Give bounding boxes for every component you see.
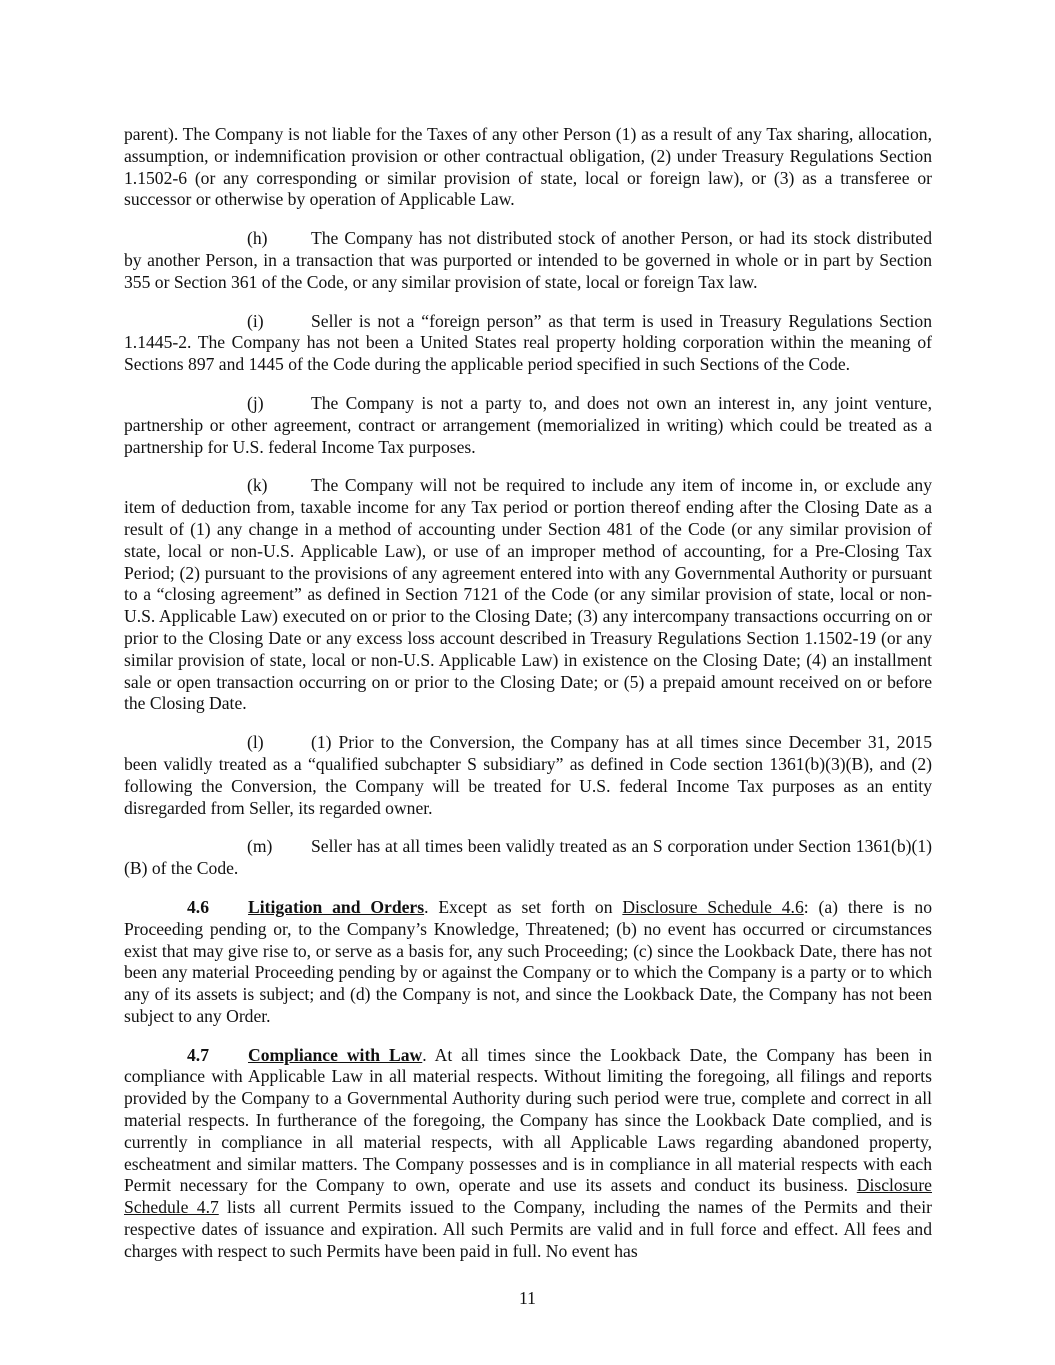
section-4-7 — [124, 1045, 932, 1263]
subsection-text: Seller is not a “foreign person” as that term is used in Treasury Regulations Section 1.1445-2. The Company has not been a United States real property holding corporation within the meaning of Sections 897 and 1445 of the Code during the applicable period specified in such Sections of the Code. — [124, 310, 932, 375]
subsection-m — [124, 836, 932, 880]
subsection-h — [124, 228, 932, 293]
subsection-text: The Company has not distributed stock of another Person, or had its stock distributed by another Person, in a transaction that was purported or intended to be governed in whole or in part by Section 355 or Section 361 of the Code, or any similar provision of state, local or foreign Tax law. — [124, 228, 932, 292]
subsection-text: The Company will not be required to include any item of income in, or exclude any item of deduction from, taxable income for any Tax period or portion thereof ending after the Closing Date as a result of (1) any change in a method of accounting under Section 481 of the Code (or any similar provision of state, local or non-U.S. Applicable Law), or use of an improper method of accounting, for a Pre-Closing Tax Period; (2) pursuant to the provisions of any agreement entered into with any Governmental Authority or pursuant to a “closing agreement” as defined in Section 7121 of the Code (or any similar provision of state, local or non-U.S. Applicable Law) executed on or prior to the Closing Date; (3) any intercompany transactions occurring on or prior to the Closing Date or any excess loss account described in Treasury Regulations Section 1.1502-19 (or any similar provision of state, local or non-U.S. Applicable Law) in existence on the Closing Date; (4) an installment sale or open transaction occurring on or prior to the Closing Date; or (5) a prepaid amount received on or before the Closing Date. — [124, 475, 932, 714]
subsection-number: (m) — [247, 836, 273, 857]
subsection-number: (l) — [247, 732, 264, 753]
subsection-number: (k) — [247, 475, 268, 496]
subsection-i — [124, 311, 932, 376]
subsection-text: The Company is not a party to, and does not own an interest in, any joint venture, partnership or other agreement, contract or arrangement (memorialized in writing) which could be treated as a partnership for U.S. federal Income Tax purposes. — [124, 392, 932, 457]
subsection-k — [124, 475, 932, 715]
document-page — [124, 124, 932, 1280]
disclosure-schedule-reference: Disclosure Schedule 4.6 — [622, 896, 804, 917]
section-number: 4.7 — [187, 1044, 209, 1065]
section-text: lists all current Permits issued to the Company, including the names of the Permits and their respective dates of issuance and expiration. All such Permits are valid and in full force and effect. All fees and charges with respect to such Permits have been paid in full. No event has — [124, 1197, 932, 1261]
page-number: 11 — [519, 1288, 536, 1308]
section-heading: Compliance with Law — [248, 1044, 423, 1065]
subsection-text: (1) Prior to the Conversion, the Company has at all times since December 31, 2015 been validly treated as a “qualified subchapter S subsidiary” as defined in Code section 1361(b)(3)(B), and (2) following the Conversion, the Company will be treated for U.S. federal Income Tax purposes as an entity disregarded from Seller, its regarded owner. — [124, 732, 932, 818]
section-text: . Except as set forth on — [424, 896, 623, 917]
subsection-number: (h) — [247, 228, 268, 249]
disclosure-schedule-reference: Disclosure Schedule 4.7 — [124, 1175, 932, 1218]
section-text: . At all times since the Lookback Date, the Company has been in compliance with Applicable Law in all material respects. Without limiting the foregoing, all filings and reports provided by the Company to a Governmental Authority during such period were true, complete and correct in all material respects. In furtherance of the foregoing, the Company has since the Lookback Date complied, and is currently in compliance in all material respects, with all Applicable Laws regarding abandoned property, escheatment and similar matters. The Company possesses and is in compliance in all material respects with each Permit necessary for the Company to own, operate and use its assets and conduct its business. — [124, 1044, 932, 1196]
continuation-paragraph: parent). The Company is not liable for the Taxes of any other Person (1) as a result of any Tax sharing, allocation, assumption, or indemnification provision or other contractual obligation, (2) under Treasury Regulations Section 1.1502-6 (or any corresponding or similar provision of state, local or foreign law), or (3) as a transferee or successor or otherwise by operation of Applicable Law. — [124, 124, 932, 210]
section-number: 4.6 — [187, 896, 209, 917]
subsection-l — [124, 732, 932, 819]
section-4-6 — [124, 897, 932, 1028]
subsection-number: (i) — [247, 310, 264, 331]
subsection-text: Seller has at all times been validly treated as an S corporation under Section 1361(b)(1)(B) of the Code. — [124, 836, 932, 879]
section-text: : (a) there is no Proceeding pending or, to the Company’s Knowledge, Threatened; (b) no event has occurred or circumstances exist that may give rise to, or serve as a basis for, any such Proceeding; (c) since the Lookback Date, there has not been any material Proceeding pending by or against the Company or to which the Company is a party or to which any of its assets is subject; and (d) the Company is not, and since the Lookback Date, the Company has not been subject to any Order. — [124, 896, 932, 1026]
section-heading: Litigation and Orders — [248, 896, 425, 917]
subsection-number: (j) — [247, 392, 264, 413]
subsection-j — [124, 393, 932, 458]
